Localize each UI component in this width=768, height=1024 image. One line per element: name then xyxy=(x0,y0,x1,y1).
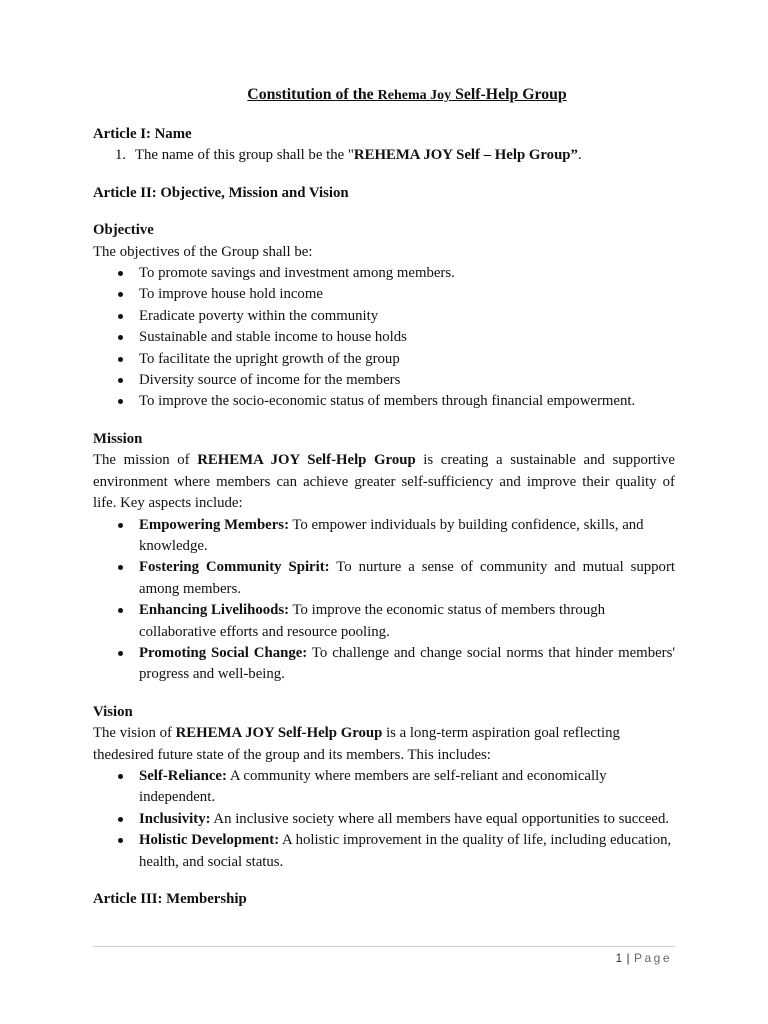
page-footer xyxy=(615,948,672,969)
vision-list xyxy=(93,766,675,873)
title-group-name: Rehema Joy xyxy=(377,88,452,103)
title-text-suffix: Self-Help Group xyxy=(451,86,567,103)
footer-divider xyxy=(93,946,675,947)
mission-heading: Mission xyxy=(93,430,143,447)
objective-intro: The objectives of the Group shall be: xyxy=(93,243,313,260)
document-title xyxy=(139,84,675,107)
list-item-text: The name of this group shall be the "REHEMA JOY Self – Help Group”. xyxy=(135,147,582,164)
mission-list xyxy=(93,515,675,686)
vision-intro: The vision of REHEMA JOY Self-Help Group is a long-term aspiration goal reflecting thedesired future state of the group and its members. This includes: xyxy=(93,725,620,763)
list-item xyxy=(93,145,675,166)
article-2-heading: Article II: Objective, Mission and Vision xyxy=(93,184,349,201)
page-number: 1 xyxy=(615,951,623,965)
list-item: Inclusivity: An inclusive society where all members have equal opportunities to succeed. xyxy=(93,809,675,830)
objective-list xyxy=(93,263,675,413)
list-number: 1. xyxy=(115,147,127,164)
list-item: Diversity source of income for the members xyxy=(93,370,675,391)
vision-heading: Vision xyxy=(93,703,133,720)
list-item: To facilitate the upright growth of the group xyxy=(93,349,675,370)
article-1-heading: Article I: Name xyxy=(93,126,192,142)
list-item: Sustainable and stable income to house holds xyxy=(93,327,675,348)
list-item: Fostering Community Spirit: To nurture a sense of community and mutual support among members. xyxy=(93,557,675,600)
footer-separator: | xyxy=(622,951,634,965)
objective-heading: Objective xyxy=(93,222,154,239)
document-body xyxy=(93,84,675,910)
list-item: To promote savings and investment among members. xyxy=(93,263,675,284)
title-text: Constitution of the xyxy=(247,86,378,103)
mission-intro: The mission of REHEMA JOY Self-Help Group is creating a sustainable and supportive environment where members can achieve greater self-sufficiency and improve their quality of life. Key aspects include: xyxy=(93,452,675,512)
list-item: Self-Reliance: A community where members are self-reliant and economically independent. xyxy=(93,766,675,809)
list-item: Eradicate poverty within the community xyxy=(93,306,675,327)
list-item: Holistic Development: A holistic improvement in the quality of life, including education, health, and social status. xyxy=(93,830,675,873)
list-item: To improve the socio-economic status of members through financial empowerment. xyxy=(93,391,675,412)
list-item: Empowering Members: To empower individuals by building confidence, skills, and knowledge. xyxy=(93,515,675,558)
list-item: Enhancing Livelihoods: To improve the economic status of members through collaborative efforts and resource pooling. xyxy=(93,600,675,643)
list-item: To improve house hold income xyxy=(93,284,675,305)
footer-page-label: Page xyxy=(633,951,672,965)
article-1-list xyxy=(93,145,675,166)
article-3-heading: Article III: Membership xyxy=(93,891,247,907)
list-item: Promoting Social Change: To challenge and change social norms that hinder members' progress and well-being. xyxy=(93,643,675,686)
